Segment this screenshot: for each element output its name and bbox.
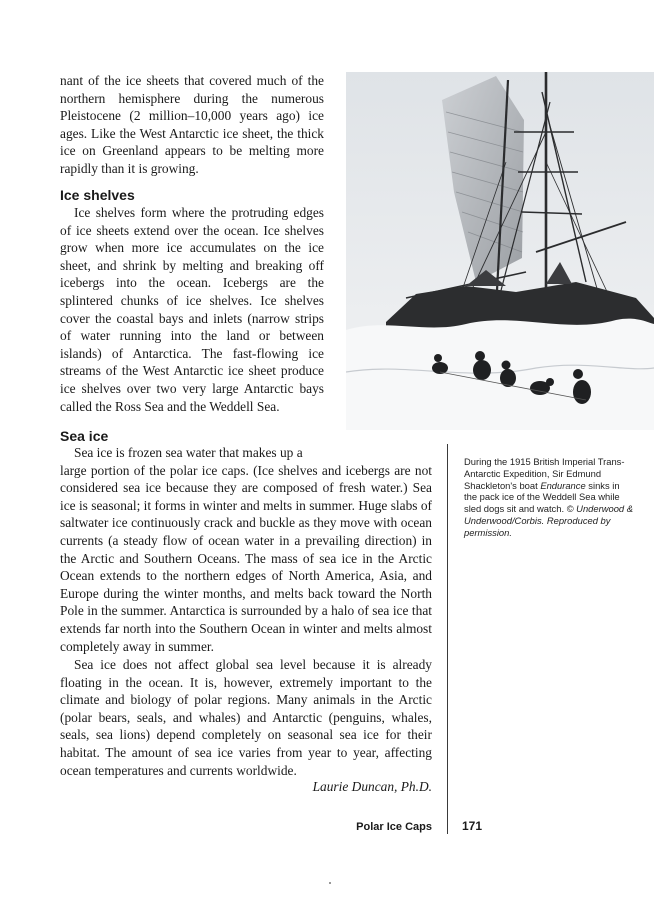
ice-shelves-paragraph: Ice shelves form where the protruding edges of ice sheets extend over the ocean. Ice shelves grow when more ice accumulates on the ice sheet, and shrink by melting and breaking off icebergs into the ocean. Icebergs are the splintered chunks of ice shelves. Ice shelves cover the coastal bays and inlets (narrow strips of water running into the land or between islands) of Antarctica. The fast-flowing ice streams of the West Antarctic ice sheet produce ice shelves over two very large Antarctic bays called the Ross Sea and the Weddell Sea.: [60, 205, 324, 414]
sea-ice-heading: Sea ice: [60, 428, 109, 444]
ship-in-pack-ice-icon: [346, 72, 654, 430]
ice-shelves-heading: Ice shelves: [60, 187, 135, 203]
caption-ship-name: Endurance: [540, 479, 586, 491]
caption-text-end: sinks in the pack ice of the Weddell Sea while sled dogs sit and watch.: [464, 479, 620, 515]
intro-paragraph: nant of the ice sheets that covered much of the northern hemisphere during the numerous Pleistocene (2 million–10,000 years ago) ice ages. Like the West Antarctic ice sheet, the thick ice on Greenland appears to be melting more rapidly than it is growing.: [60, 73, 324, 176]
running-title: Polar Ice Caps: [356, 821, 432, 833]
caption-text-start: During the 1915 British Imperial Trans-Antarctic Expedition, Sir Edmund Shackleton's boat: [464, 456, 625, 491]
page-number: 171: [462, 819, 483, 833]
photo-caption: [464, 456, 634, 539]
author-signature: Laurie Duncan, Ph.D.: [312, 779, 432, 794]
sea-level-paragraph: Sea ice does not affect global sea level because it is already floating in the ocean. It is, however, extremely important to the climate and biology of polar regions. Many animals in the Arctic (polar bears, seals, and whales) and Antarctic (penguins, whales, seals, sea lions) depend completely on seasonal sea ice for their habitat. The amount of sea ice varies from year to year, affecting ocean temperatures and currents worldwide.: [60, 657, 432, 778]
caption-credit: © Underwood & Underwood/Corbis. Reproduced by permission.: [464, 503, 633, 538]
endurance-photo: [346, 72, 654, 430]
sea-ice-paragraph-lead: Sea ice is frozen sea water that makes up a: [74, 445, 303, 460]
scan-speck: [329, 882, 331, 884]
sea-ice-paragraph: large portion of the polar ice caps. (Ice shelves and icebergs are not considered sea ice because they are composed of fresh water.) Sea ice is seasonal; it forms in winter and melts in summer. Huge slabs of saltwater ice continuously crack and buckle as they move with ocean currents (a steady flow of ocean water in a prevailing direction) in the Arctic and Southern Oceans. The mass of sea ice in the Arctic Ocean extends to the northern edges of North America, Asia, and Europe during the winter months, and melts back toward the North Pole in the summer. Antarctica is surrounded by a halo of sea ice that extends far north into the Southern Ocean in winter and melts almost completely away in summer.: [60, 462, 432, 654]
column-divider: [447, 444, 448, 834]
